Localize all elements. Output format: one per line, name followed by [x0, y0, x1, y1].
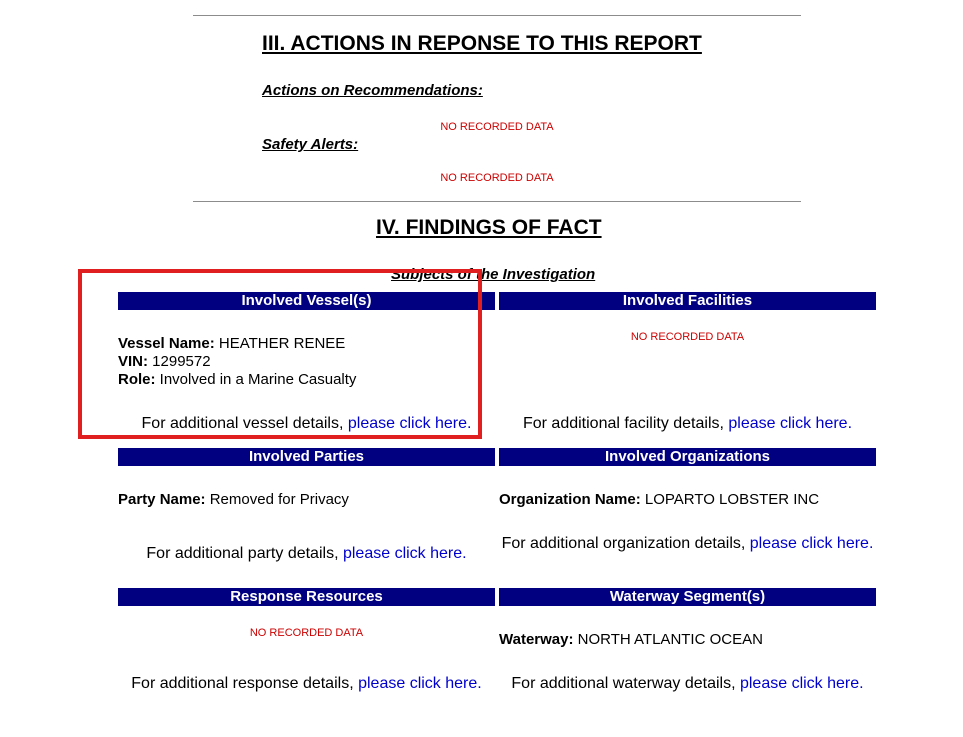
resources-no-data: NO RECORDED DATA — [249, 627, 364, 639]
involved-parties-header: Involved Parties — [118, 448, 495, 466]
party-details — [118, 544, 495, 564]
involved-facilities-header: Involved Facilities — [499, 292, 876, 310]
response-details-link[interactable]: please click here. — [358, 675, 482, 692]
waterway-label: Waterway: — [499, 631, 574, 648]
vessel-name-label: Vessel Name: — [118, 335, 215, 352]
party-name-label: Party Name: — [118, 491, 206, 508]
organization-name-value: LOPARTO LOBSTER INC — [644, 491, 820, 508]
involved-vessels-header: Involved Vessel(s) — [118, 292, 495, 310]
subjects-subtitle: Subjects of the Investigation — [391, 266, 596, 283]
vessel-role-label: Role: — [118, 371, 156, 388]
organization-details — [499, 534, 876, 554]
alerts-no-data: NO RECORDED DATA — [440, 172, 554, 184]
waterway-name — [499, 631, 763, 649]
party-name — [118, 491, 349, 509]
party-name-value: Removed for Privacy — [209, 491, 349, 508]
waterway-details — [493, 674, 882, 694]
party-details-link[interactable]: please click here. — [342, 545, 467, 562]
waterway-value: NORTH ATLANTIC OCEAN — [577, 631, 763, 648]
section-3-title: III. ACTIONS IN REPONSE TO THIS REPORT — [262, 32, 702, 55]
vessel-name-value: HEATHER RENEE — [218, 335, 346, 352]
top-divider — [193, 15, 801, 16]
waterway-segments-header: Waterway Segment(s) — [499, 588, 876, 606]
party-details-text: For additional party details, — [146, 545, 339, 562]
vessel-details-link[interactable]: please click here. — [347, 415, 472, 432]
facility-details — [499, 414, 876, 434]
waterway-details-link[interactable]: please click here. — [739, 675, 864, 692]
facility-details-text: For additional facility details, — [522, 415, 724, 432]
safety-alerts-label: Safety Alerts: — [262, 136, 359, 153]
actions-no-data: NO RECORDED DATA — [440, 121, 554, 133]
facilities-no-data: NO RECORDED DATA — [630, 331, 745, 343]
vessel-details-text: For additional vessel details, — [141, 415, 344, 432]
response-details — [112, 674, 501, 694]
section-4-title: IV. FINDINGS OF FACT — [376, 216, 602, 239]
organization-details-text: For additional organization details, — [501, 535, 746, 552]
facility-details-link[interactable]: please click here. — [728, 415, 853, 432]
actions-on-recommendations-label: Actions on Recommendations: — [262, 82, 483, 99]
organization-details-link[interactable]: please click here. — [749, 535, 874, 552]
response-resources-header: Response Resources — [118, 588, 495, 606]
highlight-box — [78, 269, 482, 439]
vessel-role-value: Involved in a Marine Casualty — [159, 371, 357, 388]
vessel-vin-label: VIN: — [118, 353, 148, 370]
vessel-vin-value: 1299572 — [152, 353, 211, 370]
waterway-details-text: For additional waterway details, — [511, 675, 736, 692]
response-details-text: For additional response details, — [131, 675, 354, 692]
involved-organizations-header: Involved Organizations — [499, 448, 876, 466]
organization-name-label: Organization Name: — [499, 491, 641, 508]
middle-divider — [193, 201, 801, 202]
organization-name — [499, 491, 819, 509]
